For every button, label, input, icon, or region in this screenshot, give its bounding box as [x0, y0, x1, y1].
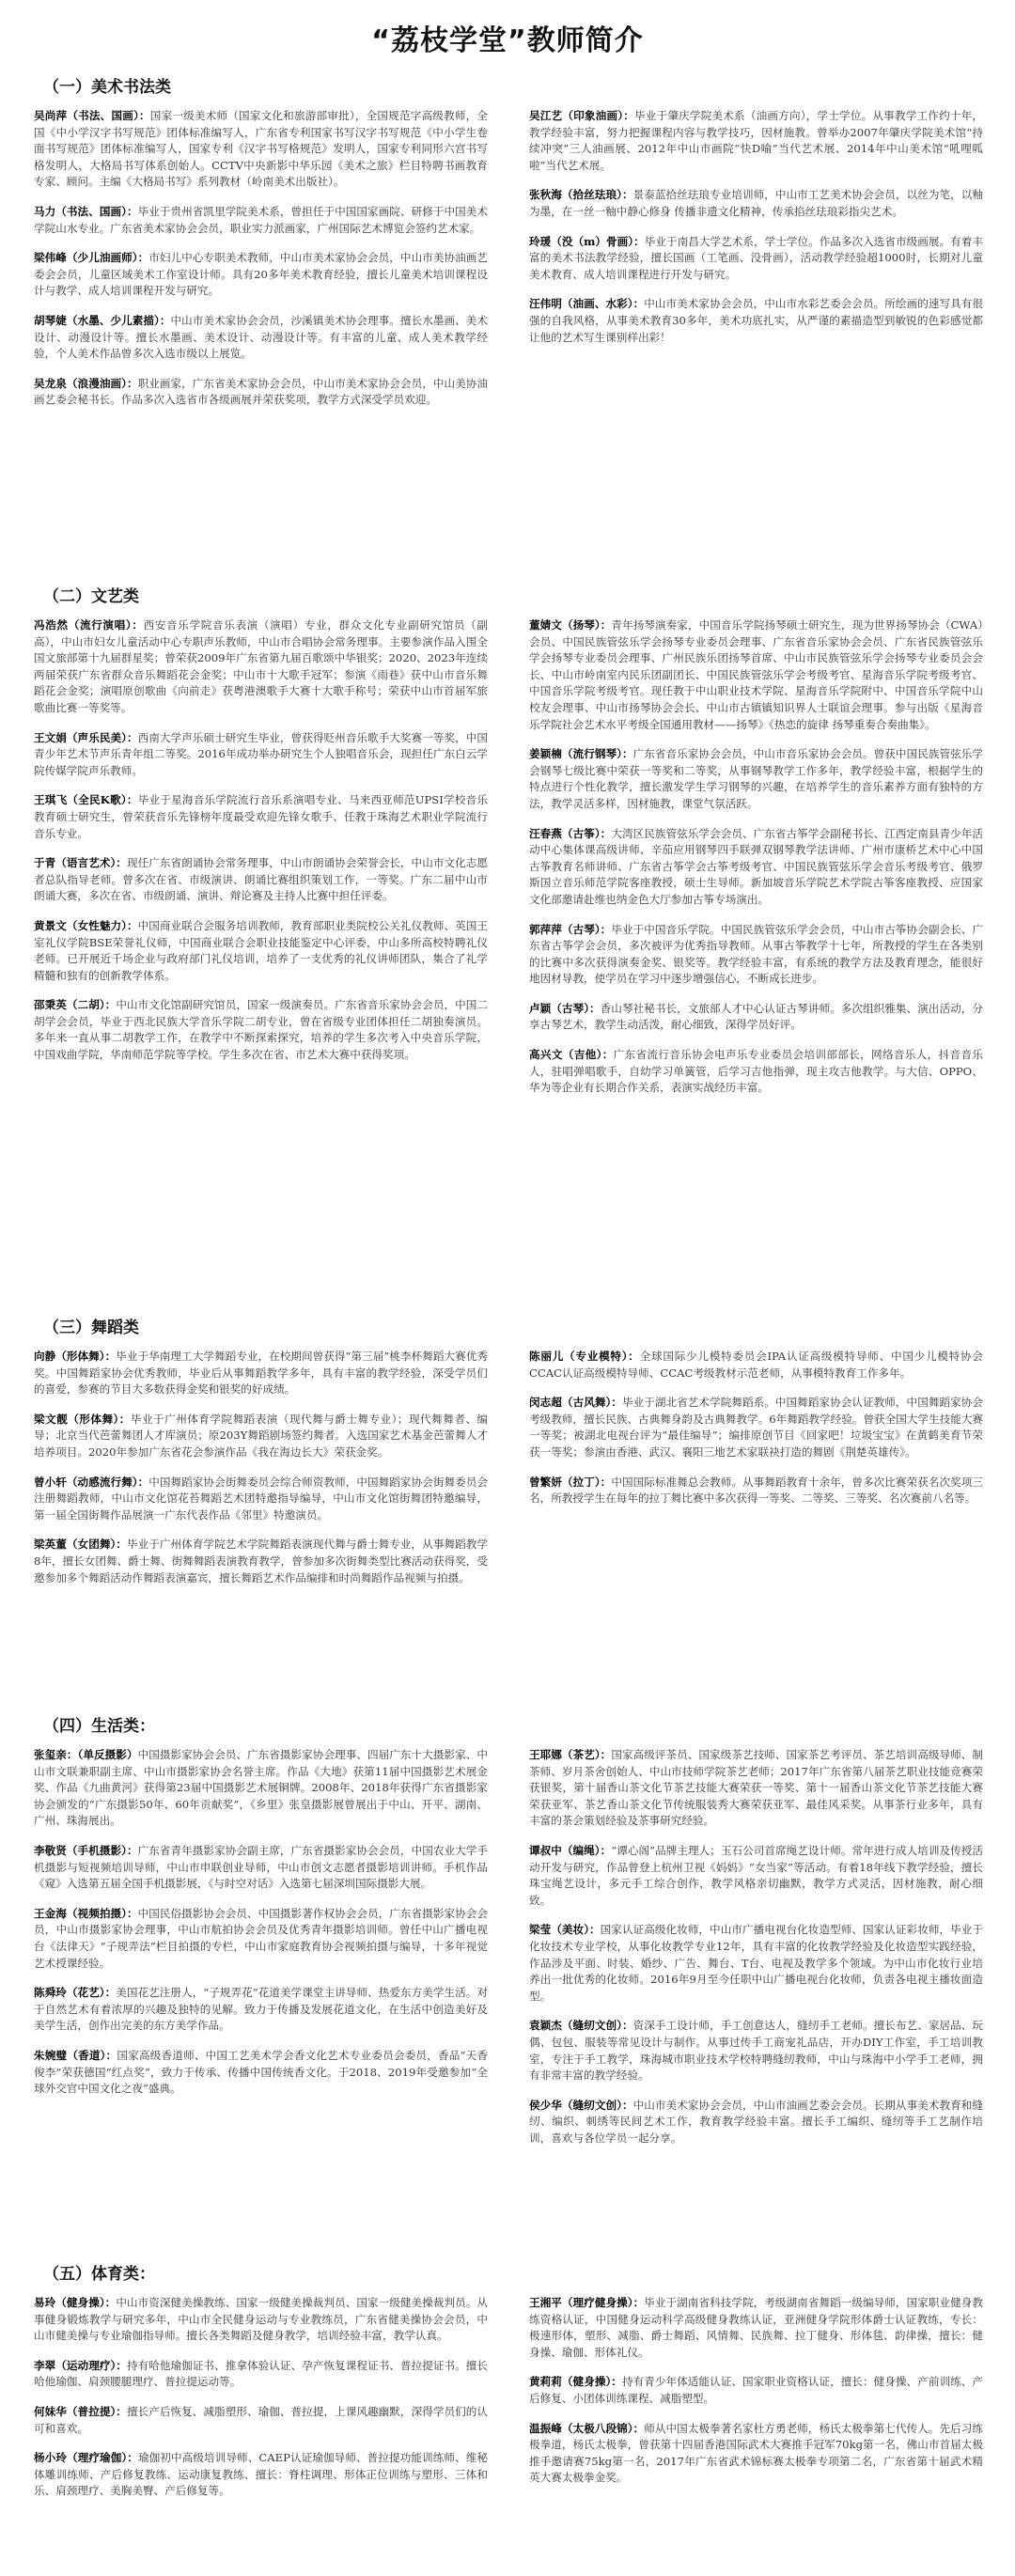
- section-art-calligraphy: [34, 73, 983, 422]
- teacher-name: 汪伟明（油画、水彩）：: [529, 297, 645, 311]
- teacher-bio: 中山市美术家协会会员，沙溪镇美术协会理事。擅长水墨画、美术设计、动漫设计等。擅长水墨画、美术设计、动漫设计等。有丰富的儿童、成人美术教学经验，个人美术作品曾多次入选市级以上展览。: [34, 313, 488, 361]
- teacher-name: 袁颖杰（缝纫文创）：: [529, 2019, 633, 2033]
- teacher-name: 吴江艺（印象油画）：: [529, 109, 635, 122]
- teacher-bio: 景泰蓝拾丝珐琅专业培训师，中山市工艺美术协会会员，以丝为笔，以釉为墨，在一丝一釉中静心修身 传播非遗文化精神，传承掐丝珐琅彩指尖艺术。: [529, 188, 983, 218]
- teacher-entry: [34, 2404, 488, 2437]
- teacher-name: 卢颖（古琴）：: [529, 1001, 601, 1015]
- teacher-entry: [529, 234, 983, 284]
- teacher-bio: 中山市美术家协会会员，中山市水彩艺委会会员。所绘画的速写具有很强的自我风格，从事美术教育30多年，美术功底扎实，从严谨的素描造型到敏锐的色彩感觉都让他的艺术写生课别样出彩！: [529, 297, 983, 344]
- teacher-name: 王湘平（理疗健身操）：: [529, 2296, 645, 2309]
- teacher-name: 黄莉莉（健身操）：: [529, 2375, 622, 2389]
- teacher-name: 李敬贤（手机摄影）：: [34, 1843, 138, 1857]
- teacher-name: 汪春燕（古筝）：: [529, 826, 612, 840]
- teacher-bio: 毕业于贵州省凯里学院美术系，曾担任于中国国家画院、研修于中国美术学院山水专业。广东省美术家协会会员，职业实力派画家，广州国际艺术博览会签约艺术家。: [34, 204, 488, 235]
- section-performing-arts: [34, 583, 983, 1110]
- teacher-name: 易玲（健身操）：: [34, 2296, 117, 2309]
- teacher-name: 侯少华（缝纫文创）：: [529, 2098, 633, 2112]
- teacher-entry: [34, 250, 488, 300]
- teacher-entry: [529, 1843, 983, 1909]
- teacher-name: 张玺亲：（单反摄影）: [34, 1748, 138, 1761]
- teacher-bio: 国家认证高级化妆师，中山市广播电视台化妆造型师、国家认证彩妆师，毕业于化妆技术专业学校，从事化妆教学专业12年，具有丰富的化妆教学经验及化妆造型实践经验，作品涉及平面、时装、婚纱、广告、舞台、T台、电视及教学多个领域。为中山市化妆行业培养出一批优秀的化妆师。2016年9月至今任职中山广播电视台化妆师，负责各电视主播妆面造型。: [529, 1923, 983, 2003]
- teacher-entry: [34, 2450, 488, 2500]
- section-heading: （五）体育类：: [43, 2265, 155, 2284]
- teacher-entry: [529, 617, 983, 733]
- teacher-bio: 中山市美术家协会会员，中山市油画艺委会会员。长期从事美术教育和缝纫、编织、刺绣等民间艺术工作，教育教学经验丰富。擅长手工编织、缝纫等手工艺制作培训，喜欢与各位学员一起分享。: [529, 2098, 983, 2145]
- section-dance: [34, 1314, 983, 1600]
- teacher-bio: 广东省流行音乐协会电声乐专业委员会培训部部长，网络音乐人，抖音音乐人，驻唱弹唱歌手，自幼学习单簧管，后学习吉他指弹，现主攻吉他教学。与大信、OPPO、华为等企业有长期合作关系，表演实战经历丰富。: [529, 1048, 983, 1095]
- teacher-name: 梁莹（美妆）：: [529, 1923, 601, 1937]
- teacher-bio: 国家高级香道师、中国工艺美术学会香文化艺术专业委员会委员，香品“天香俊李”荣获德国“红点奖”，致力于传承、传播中国传统香文化。于2018、2019年受邀参加“全球外交官中国文化之夜”盛典。: [34, 2048, 488, 2096]
- teacher-name: 杨小玲（理疗瑜伽）：: [34, 2451, 138, 2465]
- teacher-name: 梁伟峰（少儿油画师）：: [34, 251, 149, 265]
- teacher-name: 冯浩然（流行演唱）：: [34, 618, 144, 632]
- teacher-bio: 毕业于湖南省科技学院，考级湖南省舞蹈一级编导师，国家职业健身教练资格认证，中国健身运动科学高级健身教练认证，亚洲健身学院形体爵士认证教练，专长：极速形体，塑形、减脂、爵士舞蹈、风情舞、民族舞、拉丁健身、形体毯、韵律操，擅长：健身操、瑜伽、形体礼仪。: [529, 2296, 983, 2359]
- teacher-bio: “谭心阁”品牌主理人；玉石公司首席绳艺设计师。常年进行成人培训及传授活动开发与研究，作品曾登上杭州卫视《妈妈》“女当家”等活动。有着18年线下教学经验，擅长珠宝绳艺设计，多元手工综合创作，教学风格亲切幽默，教学方式灵活，因材施教，耐心细致。: [529, 1843, 983, 1907]
- teacher-bio: 毕业于广州体育学院艺术学院舞蹈表演现代舞与爵士舞专业，从事舞蹈教学8年，擅长女团舞、爵士舞、街舞舞蹈表演教育教学，曾参加多次街舞类型比赛活动获得奖，受邀参加多个舞蹈活动作舞蹈表演嘉宾，擅长舞蹈艺术作品编排和时尚舞蹈作品视频与拍摄。: [34, 1538, 488, 1585]
- teacher-name: 陈丽儿（专业模特）：: [529, 1350, 640, 1363]
- teacher-column-left: [34, 617, 488, 1110]
- teacher-entry: [34, 1537, 488, 1586]
- teacher-name: 梁文靓（形体舞）：: [34, 1412, 131, 1426]
- teacher-name: 吴尚萍（书法、国画）：: [34, 109, 150, 122]
- teacher-bio: 国家高级评茶员、国家级茶艺技师、国家茶艺考评员、茶艺培训高级导师、制茶师、岁月茶舍创始人、中山市技师学院茶艺老师；2017年广东省第八届茶艺职业技能竞赛荣获银奖，第十届香山茶文化节茶艺技能大赛荣获一等奖、第十一届香山茶文化节茶艺技能大赛荣获亚军、茶艺香山茶文化节传统服装秀大赛荣获亚军、最佳风采奖。从事茶行业多年，具有丰富的茶会策划经验及茶事研究经验。: [529, 1748, 983, 1828]
- teacher-bio: 中国民俗摄影协会会员、中国摄影著作权协会会员，广东省摄影家协会会员，中山市摄影家协会理事，中山市航拍协会会员及优秀青年摄影培训师。曾任中山广播电视台《法律天》“子规弄法”栏目拍摄的专栏，中山市家庭教育协会视频拍摄与编导，十多年视觉艺术授课经验。: [34, 1906, 488, 1970]
- teacher-entry: [34, 2358, 488, 2391]
- teacher-column-left: [34, 108, 488, 422]
- teacher-name: 何妹华（普拉提）：: [34, 2404, 127, 2418]
- page-title: “荔枝学堂”教师简介: [371, 24, 644, 57]
- teacher-name: 王文娟（声乐民美）：: [34, 730, 138, 744]
- teacher-entry: [34, 855, 488, 905]
- teacher-entry: [529, 826, 983, 909]
- teacher-bio: 全球国际少儿模特委员会IPA认证高级模特导师、中国少儿模特协会CCAC认证高级模特导师、CCAC考级教材示范老师，从事模特教育工作多年。: [529, 1350, 983, 1380]
- teacher-name: 曾繁妍（拉丁）：: [529, 1475, 612, 1489]
- teacher-entry: [34, 1843, 488, 1893]
- teacher-name: 玲瑗（没（m）骨画）：: [529, 234, 645, 248]
- teacher-bio: 瑜伽初中高级培训导师、CAEP认证瑜伽导师、普拉提功能训练师、维秘体雕训练师、产后修复教练、运动康复教练、擅长：脊柱调理、形体正位训练与塑形、三体和乐、肩颈理疗、美胸美臀、产后修复等。: [34, 2451, 488, 2498]
- teacher-column-right: [529, 1747, 983, 2160]
- teacher-name: 梁英董（女团舞）：: [34, 1538, 127, 1552]
- teacher-entry: [529, 1747, 983, 1830]
- teacher-name: 朱婉璧（香道）：: [34, 2048, 117, 2062]
- teacher-bio: 市妇儿中心专职美术教师，中山市美术家协会会员，中山市美协油画艺委会会员，儿童区域美术工作室设计师。具有20多年美术教育经验，擅长儿童美术培训课程设计与教学、成人培训课程开发与研究。: [34, 251, 488, 298]
- teacher-entry: [34, 997, 488, 1063]
- teacher-name: 于青（语言艺术）：: [34, 856, 127, 870]
- teacher-bio: 大湾区民族管弦乐学会会员、广东省古筝学会副秘书长、江西定南县青少年活动中心集体课高级讲师、辛茄应用钢琴四手联弹双钢琴教学法讲师、广州市康桥艺术中心中国古筝教育名师讲师、广东省古筝学会古筝考级考官、中国民族管弦乐学会音乐考级考官、俄罗斯国立音乐师范学院客座教授，硕士生导师。新加坡音乐学院艺术学院古筝客座教授、应国家文化部邀请赴维也纳金色大厅参加古筝专场演出。: [529, 826, 983, 906]
- teacher-column-left: [34, 1349, 488, 1600]
- teacher-bio: 青年扬琴演奏家，中国音乐学院扬琴硕士研究生，现为世界扬琴协会（CWA）会员、中国民族管弦乐学会扬琴专业委员会理事、广东省音乐家协会会员、广东省民族管弦乐学会扬琴专业委员会理事、广州民族乐团扬琴首席、中山市民族管弦乐学会扬琴专业委员会会长、中山市岭南室内民乐团副团长、中国民族管弦乐学会考级考官、星海音乐学院考级考官、中国音乐学院考级考官。现任教于中山职业技术学院、星海音乐学院附中、中国音乐学院中山校友会理事、中山市扬琴协会会长、中山市古镇镇知识界人士联谊会理事。参与出版《星海音乐学院社会艺术水平考级全国通用教材——扬琴》《热恋的旋律 扬琴重奏合奏曲集》。: [529, 618, 983, 731]
- teacher-bio: 现任广东省朗诵协会常务理事，中山市朗诵协会荣誉会长，中山市文化志愿者总队指导老师。曾多次在省、市级演讲、朗诵比赛组织策划工作，一等奖。广东二届中山市朗诵大赛，多次在省、市级朗诵、演讲、辩论赛及主持人比赛中担任评委。: [34, 856, 488, 903]
- teacher-bio: 广东省音乐家协会会员，中山市音乐家协会会员。曾获中国民族管弦乐学会钢琴七级比赛中荣获一等奖和二等奖，从事钢琴教学工作多年，教学经验丰富，根据学生的特点进行个性化教学，擅长激发学生学习钢琴的兴趣，在培养学生的音乐素养方面有独特的方法，教学灵活多样，因材施教，课堂气氛活跃。: [529, 747, 983, 810]
- teacher-name: 董婧文（扬琴）：: [529, 618, 612, 632]
- teacher-entry: [34, 617, 488, 717]
- teacher-entry: [34, 1985, 488, 2035]
- teacher-bio: 持有哈他瑜伽证书、推拿体验认证、孕产恢复课程证书、普拉提证书。擅长哈他瑜伽、肩颈腰腿理疗、普拉提运动等。: [34, 2358, 488, 2389]
- teacher-entry: [34, 1412, 488, 1461]
- teacher-name: 高兴文（吉他）：: [529, 1048, 614, 1062]
- teacher-name: 姜颖楠（流行钢琴）：: [529, 747, 633, 761]
- teacher-column-right: [529, 1349, 983, 1600]
- teacher-bio: 香山琴社秘书长，文旅部人才中心认证古琴讲师。多次组织雅集、演出活动，分享古琴艺术，教学生动活泼，耐心细致，深得学员好评。: [529, 1001, 983, 1032]
- section-lifestyle: [34, 1712, 983, 2160]
- teacher-entry: [529, 1349, 983, 1382]
- teacher-bio: 毕业于肇庆学院美术系（油画方向），学士学位。从事教学工作约十年，教学经验丰富，努力把握课程内容与教学技巧，因材施教。曾举办2007年肇庆学院美术馆“持续冲突”三人油画展、2012年中山市画院“快D喻”当代艺术展、2014年中山美术馆“吼哩呱啦”当代艺术展。: [529, 109, 983, 172]
- teacher-entry: [529, 2374, 983, 2407]
- teacher-column-left: [34, 1747, 488, 2160]
- teacher-name: 向静（形体舞）：: [34, 1350, 117, 1363]
- teacher-entry: [34, 1906, 488, 1972]
- teacher-name: 马力（书法、国画）：: [34, 204, 138, 218]
- teacher-entry: [529, 1047, 983, 1097]
- teacher-entry: [529, 1475, 983, 1507]
- teacher-entry: [34, 792, 488, 842]
- teacher-entry: [34, 376, 488, 409]
- teacher-entry: [529, 296, 983, 346]
- teacher-name: 张秋海（拾丝珐琅）：: [529, 188, 633, 202]
- teacher-name: 邵秉英（二胡）：: [34, 998, 117, 1012]
- teacher-bio: 中国摄影家协会会员、广东省摄影家协会理事、四届广东十大摄影家、中山市文联兼职副主席、中山市摄影家协会名誉主席。作品《大地》获第11届中国摄影艺术展金奖、作品《九曲黄河》获得第23届中国摄影艺术展铜牌。2008年、2018年获得广东省摄影家协会颁发的“广东摄影50年、60年贡献奖”，《乡里》张皇摄影展曾展出于中山、开平、湖南、广州、珠海展出。: [34, 1748, 488, 1828]
- teacher-entry: [529, 1922, 983, 2005]
- teacher-name: 谭叔中（编绳）：: [529, 1843, 612, 1857]
- teacher-bio: 毕业于星海音乐学院流行音乐系演唱专业、马来西亚师范UPSI学校音乐教育硕士研究生，曾荣获音乐先锋榜年度最受欢迎先锋女歌手、任教于珠海艺术职业学院流行音乐专业。: [34, 793, 488, 840]
- teacher-entry: [34, 204, 488, 237]
- teacher-bio: 中国商业联合会服务培训教师，教育部职业类院校公关礼仪教师、英国王室礼仪学院BSE荣誉礼仪师，中国商业联合会职业技能鉴定中心评委，中山多所高校特聘礼仪老师。已开展近千场企业与政府部门礼仪培训，培养了一支优秀的礼仪讲师团队，集合了礼学精髓和独有的创新教学体系。: [34, 918, 488, 982]
- teacher-bio: 中国国际标准舞总会教师。从事舞蹈教育十余年，曾多次比赛荣获名次奖项三名，所教授学生在每年的拉丁舞比赛中多次获得一等奖、二等奖、三等奖、名次赛前八名等。: [529, 1475, 983, 1506]
- teacher-name: 吴龙泉（浪漫油画）：: [34, 376, 138, 390]
- teacher-bio: 毕业于广州体育学院舞蹈表演（现代舞与爵士舞专业）；现代舞舞者、编导；北京当代芭蕾舞团人才库演员；原203Y舞蹈剧场签约舞者。入选国家艺术基金芭蕾舞人才培养项目。2020年参加广东省花会参演作品《我在海边长大》荣获金奖。: [34, 1412, 488, 1459]
- teacher-bio: 中山市文化馆副研究馆员，国家一级演奏员。广东省音乐家协会会员，中国二胡学会会员，毕业于西北民族大学音乐学院二胡专业，曾在省级专业团体担任二胡独奏演员。多年来一直从事二胡教学工作，在教学中不断探索探究，培养的学生多次考入中央音乐学院，中国戏曲学院，华南师范学院等学校。学生多次在省、市艺术大赛中获得奖项。: [34, 998, 488, 1062]
- teacher-name: 曾小轩（动感流行舞）：: [34, 1475, 149, 1489]
- section-sports: [34, 2260, 983, 2513]
- teacher-name: 陈舜玲（花艺）：: [34, 1986, 117, 2000]
- teacher-name: 闵志超（古风舞）：: [529, 1396, 622, 1410]
- teacher-bio: 西南大学声乐硕士研究生毕业，曾获得贬州音乐歌手大奖赛一等奖，中国青少年艺术节声乐青年组二等奖。2016年成功举办研究生个人独唱音乐会，现担任广东白云学院传媒学院声乐教师。: [34, 730, 488, 777]
- teacher-column-left: [34, 2295, 488, 2513]
- teacher-bio: 持有青少年体适能认证、国家职业资格认证，擅长：健身操、产前训练、产后修复、小团体训练课程、减脂塑型。: [529, 2375, 983, 2405]
- teacher-bio: 西安音乐学院音乐表演（演唱）专业，群众文化专业副研究馆员（副高），中山市妇女儿童活动中心专职声乐教师，中山市合唱协会常务理事。主要参演作品入围全国文旅部第十九届群星奖；曾荣获2009年广东省第九届百歌颂中华银奖；2020、2023年连续两届荣获广东省群众音乐舞蹈花会金奖；中山市十大歌手冠军；参演《雨巷》获中山市音乐舞蹈花会金奖；演唱原创歌曲《向前走》获粤港澳歌手大赛十大歌手称号；荣获中山市首届军旅歌曲比赛一等奖等。: [34, 618, 488, 714]
- teacher-bio: 中山市资深健美操教练、国家一级健美操裁判员、国家一级健美操裁判员。从事健身锻炼教学与研究多年，中山市全民健身运动与专业教练员，广东省健美操协会会员，中山市健美操与专业瑜伽指导师。擅长各类舞蹈及健身教学，培训经验丰富，教学认真。: [34, 2296, 488, 2343]
- teacher-entry: [529, 108, 983, 174]
- teacher-bio: 毕业于中国音乐学院。中国民族管弦乐学会会员，中山市古筝协会副会长、广东省古筝学会会员，多次被评为优秀指导教师。从事古筝教学十七年，所教授的学生在各类别的比赛中多次获得演奏金奖、银奖等。教学经验丰富，有系统的教学方法及教育理念，能很好地因材导教，使学员在学习中逐步增强信心，不断成长进步。: [529, 922, 983, 986]
- teacher-name: 王琪飞（全民K歌）：: [34, 793, 138, 807]
- teacher-name: 李翠（运动理疗）：: [34, 2358, 127, 2372]
- teacher-column-right: [529, 108, 983, 422]
- teacher-bio: 毕业于湖北省艺术学院舞蹈系。中国舞蹈家协会认证教师，中国舞蹈家协会考级教师，擅长民族、古典舞身韵及古典舞教学。6年舞蹈教学经验。曾获全国大学生技能大赛一等奖；被湖北电视台评为“最佳编导”；编排原创节目《回家吧！垃圾宝宝》在黄鹤美育节荣获一等奖；参演由香港、武汉、襄阳三地艺术家联袂打造的舞剧《荆楚英雄传》。: [529, 1396, 983, 1459]
- section-heading: （一）美术书法类: [43, 78, 171, 97]
- teacher-name: 黄景文（女性魅力）：: [34, 918, 138, 932]
- teacher-column-right: [529, 617, 983, 1110]
- teacher-entry: [529, 187, 983, 220]
- teacher-bio: 广东省青年摄影家协会副主席，广东省摄影家协会会员，中国农业大学手机摄影与短视频培训导师，中山市申联创业导师，中山市创文志愿者摄影培训讲师。手机作品《窥》入选第五届全国手机摄影展，《与时空对话》入选第七届深圳国际摄影大展。: [34, 1843, 488, 1891]
- teacher-entry: [529, 2421, 983, 2487]
- teacher-entry: [34, 108, 488, 191]
- teacher-entry: [529, 746, 983, 812]
- section-heading: （三）舞蹈类: [43, 1319, 139, 1337]
- teacher-entry: [529, 2295, 983, 2361]
- teacher-entry: [34, 2048, 488, 2098]
- teacher-bio: 师从中国太极拳著名家杜方勇老师，杨氏太极拳第七代传人。先后习练极拳道，杨氏太极拳，曾获第十四届香港国际武术大赛推手冠军70kg第一名，佛山市首届太极推手邀请赛75kg第一名，2017年广东省武术锦标赛太极拳专项第二名，广东省第十届武术精英大赛太极拳金奖。: [529, 2421, 983, 2485]
- teacher-entry: [34, 918, 488, 984]
- teacher-bio: 美国花艺注册人，“子规弄花”花道美学课堂主讲导师、热爱东方美学生活。对于自然艺术有着浓厚的兴趣及独特的见解。致力于传播及发展花道文化，在生活中创造美好及美学生活，创作出完美的东方美学作品。: [34, 1986, 488, 2033]
- teacher-entry: [34, 2295, 488, 2345]
- teacher-name: 王耶娜（茶艺）：: [529, 1748, 612, 1761]
- section-heading: （四）生活类：: [43, 1717, 155, 1736]
- teacher-name: 王金海（视频拍摄）：: [34, 1906, 138, 1920]
- teacher-bio: 资深手工设计师，手工创意达人，缝纫手工老师。擅长布艺、家居品、玩偶、包包、服装等常见设计与制作。从事过传手工商宠礼品店，开办DIY工作室，手工培训教室，专注于手工教学，珠海城市职业技术学校特聘缝纫教师，中山与珠海中小学手工老师，拥有非常丰富的教学经验。: [529, 2019, 983, 2083]
- teacher-entry: [529, 2018, 983, 2084]
- teacher-entry: [34, 1747, 488, 1830]
- section-heading: （二）文艺类: [43, 587, 139, 606]
- teacher-bio: 中国舞蹈家协会街舞委员会综合师资教师，中国舞蹈家协会街舞委员会注册舞蹈教师，中山市文化馆花苔舞蹈艺术团特邀指导编导，中山市文化馆街舞团特邀编导，第一届全国街舞作品展演一广东代表作品《邻里》特邀演员。: [34, 1475, 488, 1522]
- teacher-bio: 擅长产后恢复、减脂塑形、瑜伽、普拉提，上课风趣幽默，深得学员们的认可和喜欢。: [34, 2404, 488, 2435]
- teacher-name: 温振峰（太极八段锦）：: [529, 2421, 645, 2435]
- teacher-entry: [34, 1475, 488, 1524]
- teacher-column-right: [529, 2295, 983, 2513]
- teacher-entry: [34, 313, 488, 363]
- teacher-entry: [529, 1395, 983, 1460]
- teacher-name: 胡琴婕（水墨、少儿素描）：: [34, 313, 171, 327]
- teacher-entry: [34, 1349, 488, 1398]
- teacher-entry: [529, 1001, 983, 1034]
- teacher-entry: [529, 2098, 983, 2147]
- teacher-bio: 毕业于南昌大学艺术系，学士学位。作品多次入选省市级画展。有着丰富的美术书法教学经验，擅长国画（工笔画、没骨画），活动教学经验超1000时，长期对儿童美术教育、成人培训课程进行开发与研究。: [529, 234, 983, 281]
- teacher-name: 郭萍萍（古琴）：: [529, 922, 612, 936]
- teacher-entry: [34, 730, 488, 780]
- teacher-bio: 国家一级美术师（国家文化和旅游部审批），全国规范字高级教师，全国《中小学汉字书写规范》团体标准编写人，广东省专利国家书写汉字书写规范《中小学生卷面书写规范》团体标准编写人，国家专利《汉字书写格规范》发明人，国家专利同形六宫书写格发明人，大格局书写体系创始人。CCTV中央新影中华乐园《美术之旅》栏目特聘书画教育专家、顾问。主编《大格局书写》系列教材（岭南美术出版社）。: [34, 109, 488, 189]
- teacher-entry: [529, 922, 983, 988]
- teacher-bio: 毕业于华南理工大学舞蹈专业，在校期间曾获得“第三届”桃李杯舞蹈大赛优秀奖。中国舞蹈家协会优秀教师，毕业后从事舞蹈教学多年，具有丰富的教学经验，深受学员们的喜爱，参赛的节目大多数获得金奖和银奖的好成绩。: [34, 1350, 488, 1397]
- teacher-bio: 职业画家，广东省美术家协会会员，中山市美术家协会会员，中山美协油画艺委会秘书长。作品多次入选省市各级画展并荣获奖项，教学方式深受学员欢迎。: [34, 376, 488, 407]
